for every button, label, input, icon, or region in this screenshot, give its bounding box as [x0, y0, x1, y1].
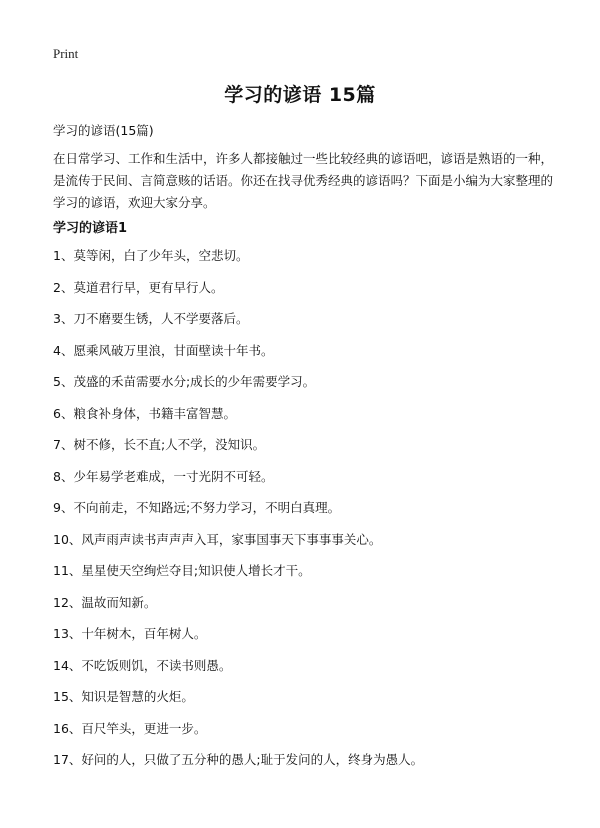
proverb-item: 13、十年树木，百年树人。: [53, 626, 207, 641]
proverb-item: 10、风声雨声读书声声声入耳，家事国事天下事事事关心。: [53, 531, 382, 547]
print-link[interactable]: Print: [53, 46, 79, 61]
proverb-item: 7、树不修，长不直;人不学，没知识。: [53, 437, 266, 452]
proverb-item: 3、刀不磨要生锈，人不学要落后。: [53, 311, 249, 326]
proverb-list: [53, 246, 563, 782]
proverb-item: 15、知识是智慧的火炬。: [53, 689, 194, 704]
proverb-item: 5、茂盛的禾苗需要水分;成长的少年需要学习。: [53, 374, 316, 389]
subtitle: 学习的谚语(15篇): [53, 123, 154, 138]
proverb-item: 11、星星使天空绚烂夺目;知识使人增长才干。: [53, 563, 311, 578]
proverb-item: 1、莫等闲，白了少年头，空悲切。: [53, 248, 249, 263]
proverb-item: 9、不向前走，不知路远;不努力学习，不明白真理。: [53, 500, 341, 515]
proverb-item: 4、愿乘风破万里浪，甘面壁读十年书。: [53, 342, 274, 358]
proverb-item: 12、温故而知新。: [53, 594, 157, 610]
section-heading: 学习的谚语1: [53, 221, 128, 236]
intro-paragraph: 在日常学习、工作和生活中，许多人都接触过一些比较经典的谚语吧，谚语是熟语的一种，是流传于民间、言简意赅的话语。你还在找寻优秀经典的谚语吗？下面是小编为大家整理的学习的谚语，欢迎大家分享。: [53, 151, 554, 210]
proverb-item: 16、百尺竿头，更进一步。: [53, 720, 207, 736]
proverb-item: 14、不吃饭则饥，不读书则愚。: [53, 657, 232, 673]
page-title: 学习的谚语 15篇: [224, 84, 376, 106]
proverb-item: 6、粮食补身体，书籍丰富智慧。: [53, 405, 236, 421]
proverb-item: 17、好问的人，只做了五分种的愚人;耻于发问的人，终身为愚人。: [53, 752, 424, 767]
proverb-item: 2、莫道君行早，更有早行人。: [53, 279, 224, 295]
proverb-item: 8、少年易学老难成，一寸光阴不可轻。: [53, 468, 274, 484]
